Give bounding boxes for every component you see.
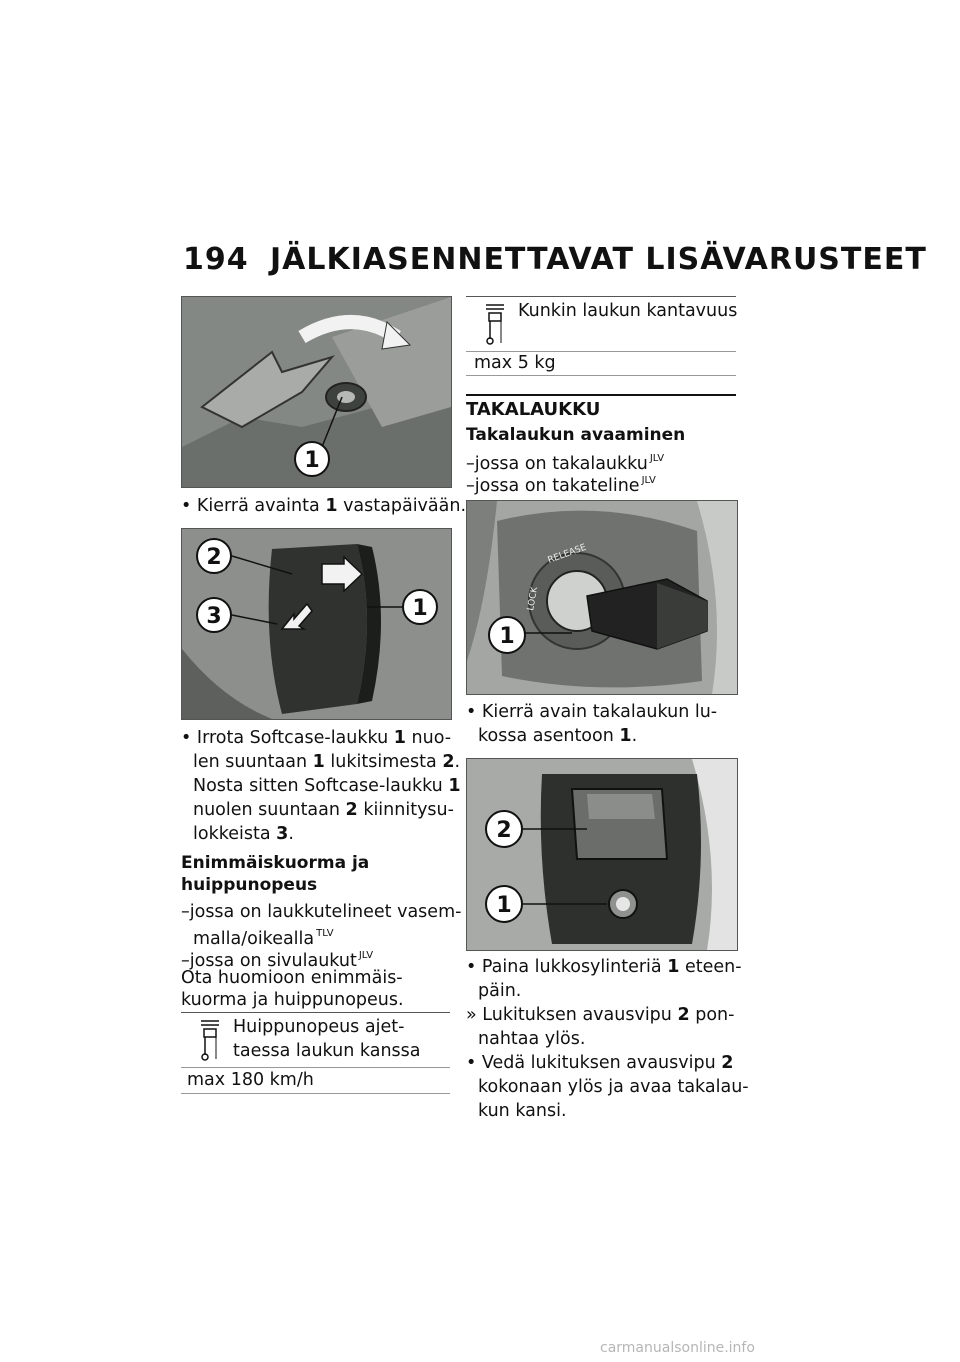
step2-num: 2 [442,752,455,772]
bullet: • [181,496,192,516]
spec-value-row [466,351,736,376]
step5-num: 2 [721,1053,734,1073]
step5-line2: kokonaan ylös ja avaa takalau- [478,1077,749,1097]
section-title: TAKALAUKKU [466,399,601,420]
step2-num: 1 [312,752,325,772]
fig2-callout-2: 2 [206,545,222,570]
step2-num: 1 [448,776,461,796]
bullet: • [181,728,192,748]
fig3-release-label: RELEASE [546,542,588,566]
step4-line2: päin. [478,981,522,1001]
fig1-callout-1: 1 [304,448,320,473]
option-code: TLV [316,928,334,939]
spec-value: max 180 km/h [187,1070,314,1090]
step2-text: len suuntaan [193,752,308,772]
step3-text: Kierrä avain takalaukun lu- [481,702,718,722]
step2-text: nuo- [411,728,452,748]
step2-text: lukitsimesta [330,752,437,772]
fig4-callout-2: 2 [496,818,512,843]
result-line1 [466,1003,734,1027]
fig2-callout-3: 3 [206,604,222,629]
result-marker: » [466,1005,477,1025]
step3-text: . [631,726,638,746]
watermark: carmanualsonline.info [600,1340,755,1356]
bullet: • [466,957,477,977]
step2-text: Nosta sitten Softcase-laukku [193,776,443,796]
note-line2: kuorma ja huippunopeus. [181,990,404,1010]
result-num: 2 [677,1005,690,1025]
fig2-callout-1: 1 [412,596,428,621]
chapter-title: JÄLKIASENNETTAVAT LISÄVARUSTEET [270,242,927,277]
figure-topcase-lock [466,500,738,695]
step1-num: 1 [325,496,338,516]
step2-line5 [193,822,294,846]
step3-num: 1 [619,726,632,746]
step4-text: eteen- [684,957,742,977]
condition-text: –jossa on takalaukku [466,454,648,474]
fig3-callout-1: 1 [499,624,515,649]
bullet: • [466,1053,477,1073]
figure-softcase-illustration [182,529,451,719]
spec-max-speed [181,1012,450,1093]
fig3-lock-label: LOCK [526,586,541,612]
page-header [183,242,927,282]
bullet: • [466,702,477,722]
spec-value: max 5 kg [474,353,556,373]
spec-label-line2: taessa laukun kanssa [233,1041,421,1061]
step1-rest: vastapäivään. [343,496,467,516]
figure-release-lever-illustration [467,759,737,950]
step3-line1 [466,700,717,724]
step2-text: lokkeista [193,824,271,844]
page-number: 194 [183,242,249,277]
spec-icon [199,1019,221,1063]
spec-label-row [181,1013,450,1068]
step2-line4 [193,798,454,822]
condition-text: –jossa on sivulaukut [181,951,357,971]
option-code: JLV [358,950,374,961]
figure-softcase [181,528,452,720]
spec-label-line1: Huippunopeus ajet- [233,1017,405,1037]
spec-load-capacity [466,296,736,375]
figure-topcase-lock-illustration [467,501,737,694]
figure-release-lever [466,758,738,951]
spec-label: Kunkin laukun kantavuus [518,301,738,321]
result-line2: nahtaa ylös. [478,1029,586,1049]
step3-text: kossa asentoon [478,726,614,746]
option-code: JLV [641,475,656,486]
step2-line1 [181,726,451,750]
step5-text: Vedä lukituksen avausvipu [481,1053,716,1073]
spec-value-row [181,1067,450,1094]
step2-text: nuolen suuntaan [193,800,340,820]
note-line1: Ota huomioon enimmäis- [181,968,403,988]
option-code: JLV [649,453,665,464]
step2-line2 [193,750,460,774]
step4-text: Paina lukkosylinteriä [481,957,662,977]
condition-text: malla/oikealla [193,929,315,949]
step2-num: 2 [345,800,358,820]
step2-text: . [454,752,461,772]
heading-max-load: Enimmäiskuorma ja [181,853,370,873]
step3-line2 [478,724,637,748]
step4-num: 1 [667,957,680,977]
condition-text: –jossa on takateline [466,476,640,496]
step1 [181,494,466,518]
step1-text: Kierrä avainta [196,496,320,516]
section-rule [466,394,736,396]
figure-key-turn [181,296,452,488]
step5-line1 [466,1051,733,1075]
spec-icon [484,303,506,347]
spec-label-row [466,297,736,352]
fig4-callout-1: 1 [496,893,512,918]
step2-text: Irrota Softcase-laukku [196,728,389,748]
result-text: pon- [695,1005,735,1025]
figure-key-turn-illustration [182,297,451,487]
step2-num: 1 [393,728,406,748]
step5-line3: kun kansi. [478,1101,567,1121]
subheading: Takalaukun avaaminen [466,425,686,445]
condition-rack [466,469,656,498]
step2-text: kiinnitysu- [363,800,454,820]
result-text: Lukituksen avausvipu [482,1005,672,1025]
step2-line3 [193,774,461,798]
step2-text: . [288,824,294,844]
step4-line1 [466,955,742,979]
condition-racks-line1: –jossa on laukkutelineet vasem- [181,902,462,922]
step2-num: 3 [276,824,289,844]
heading-max-load-2: huippunopeus [181,875,318,895]
